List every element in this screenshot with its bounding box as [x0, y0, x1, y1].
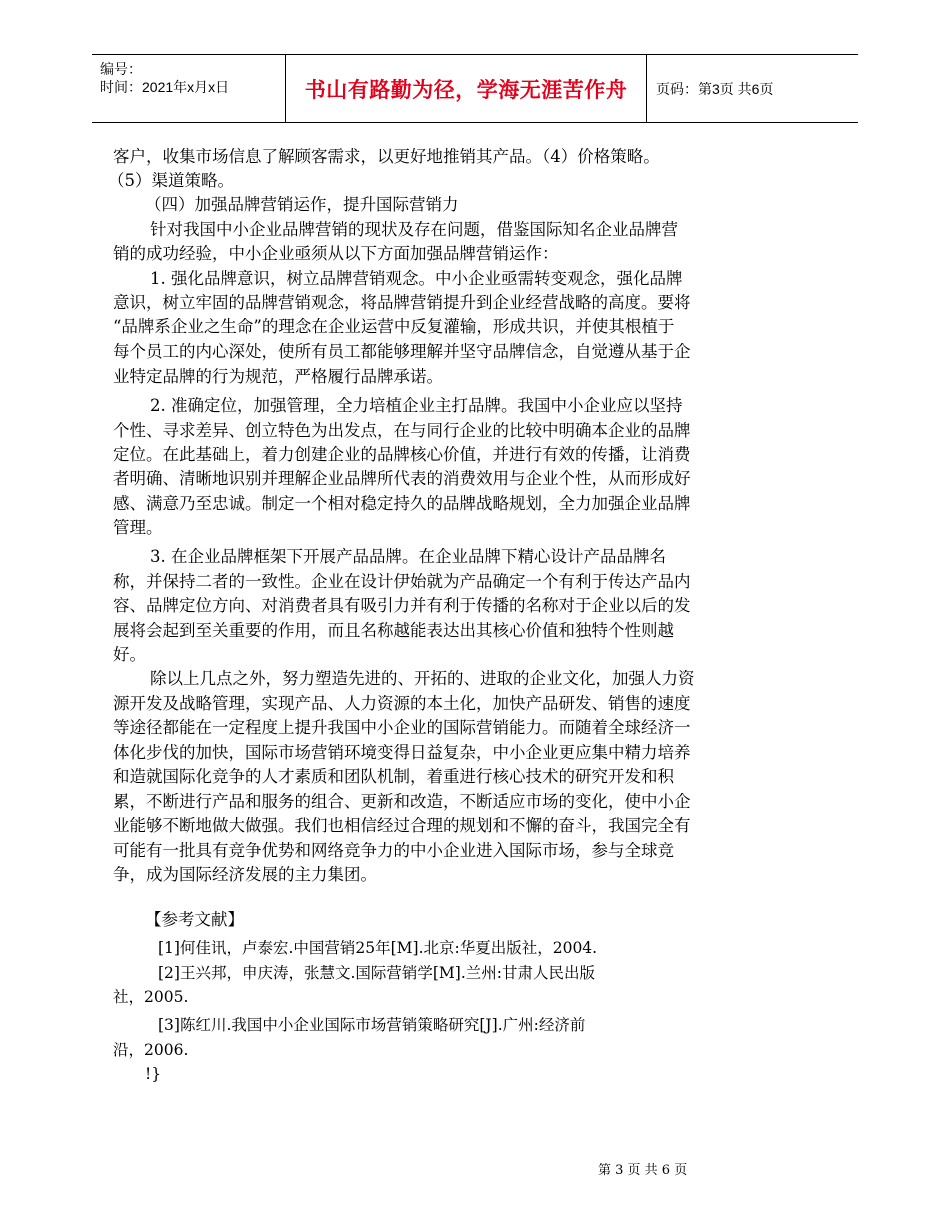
reference-item: [1]何佳讯，卢泰宏.中国营销25年[M].北京:华夏出版社，2004.	[158, 939, 598, 957]
references-heading: 【参考文献】	[145, 910, 244, 929]
body-line: 3. 在企业品牌框架下开展产品品牌。在企业品牌下精心设计产品品牌名	[150, 547, 666, 566]
body-line: 体化步伐的加快，国际市场营销环境变得日益复杂，中小企业更应集中精力培养	[113, 743, 691, 762]
page-info: 页码：第3页 共6页	[656, 80, 774, 97]
reference-item: 社，2005.	[113, 988, 189, 1006]
body-line: “品牌系企业之生命”的理念在企业运营中反复灌输，形成共识，并使其根植于	[113, 317, 675, 336]
body-line: 定位。在此基础上，着力创建企业的品牌核心价值，并进行有效的传播，让消费	[113, 445, 691, 464]
header-page-cell	[646, 55, 858, 122]
body-line: 个性、寻求差异、创立特色为出发点，在与同行企业的比较中明确本企业的品牌	[113, 421, 691, 440]
body-line: 称，并保持二者的一致性。企业在设计伊始就为产品确定一个有利于传达产品内	[113, 572, 691, 591]
body-line: 可能有一批具有竞争优势和网络竞争力的中小企业进入国际市场，参与全球竞	[113, 841, 674, 860]
body-line: 争，成为国际经济发展的主力集团。	[113, 865, 377, 884]
body-line: 展将会起到至关重要的作用，而且名称越能表达出其核心价值和独特个性则越	[113, 621, 674, 640]
body-line: 业特定品牌的行为规范，严格履行品牌承诺。	[113, 367, 443, 386]
body-line: 累，不断进行产品和服务的组合、更新和改造，不断适应市场的变化，使中小企	[113, 792, 691, 811]
reference-item: 沿，2006.	[113, 1041, 189, 1059]
reference-item: [2]王兴邦，申庆涛，张慧文.国际营销学[M].兰州:甘肃人民出版	[158, 964, 595, 982]
body-line: 销的成功经验，中小企业亟须从以下方面加强品牌营销运作：	[113, 244, 559, 263]
body-line: 管理。	[113, 518, 163, 537]
number-label: 编号：	[100, 61, 142, 77]
reference-item: [3]陈红川.我国中小企业国际市场营销策略研究[J].广州:经济前	[158, 1016, 586, 1034]
body-line: （5）渠道策略。	[108, 171, 234, 190]
body-line: 源开发及战略管理，实现产品、人力资源的本土化，加快产品研发、销售的速度	[113, 694, 691, 713]
page-header	[92, 54, 858, 123]
header-motto: 书山有路勤为径，学海无涯苦作舟	[304, 77, 628, 102]
page-footer: 第 3 页 共 6 页	[598, 1163, 688, 1178]
stray-text: !}	[145, 1065, 162, 1083]
header-motto-cell	[285, 55, 647, 122]
body-line: 等途径都能在一定程度上提升我国中小企业的国际营销能力。而随着全球经济一	[113, 718, 691, 737]
body-line: 者明确、清晰地识别并理解企业品牌所代表的消费效用与企业个性，从而形成好	[113, 469, 691, 488]
body-line: 客户，收集市场信息了解顾客需求，以更好地推销其产品。（4）价格策略。	[113, 147, 660, 166]
body-line: 每个员工的内心深处，使所有员工都能够理解并坚守品牌信念，自觉遵从基于企	[113, 342, 691, 361]
body-line: 1. 强化品牌意识，树立品牌营销观念。中小企业亟需转变观念，强化品牌	[150, 269, 683, 288]
body-line: 好。	[113, 645, 146, 664]
body-line: 针对我国中小企业品牌营销的现状及存在问题，借鉴国际知名企业品牌营	[150, 220, 678, 239]
body-line: 容、品牌定位方向、对消费者具有吸引力并有利于传播的名称对于企业以后的发	[113, 596, 691, 615]
body-line: 除以上几点之外，努力塑造先进的、开拓的、进取的企业文化，加强人力资	[150, 669, 695, 688]
body-line: 和造就国际化竞争的人才素质和团队机制，着重进行核心技术的研究开发和积	[113, 767, 674, 786]
time-label: 时间：2021年x月x日	[100, 79, 230, 95]
body-line: 意识，树立牢固的品牌营销观念，将品牌营销提升到企业经营战略的高度。要将	[113, 293, 691, 312]
body-line: 业能够不断地做大做强。我们也相信经过合理的规划和不懈的奋斗，我国完全有	[113, 816, 691, 835]
section-heading: （四）加强品牌营销运作，提升国际营销力	[145, 195, 459, 214]
body-line: 感、满意乃至忠诚。制定一个相对稳定持久的品牌战略规划，全力加强企业品牌	[113, 494, 691, 513]
header-meta	[92, 55, 284, 122]
body-line: 2. 准确定位，加强管理，全力培植企业主打品牌。我国中小企业应以坚持	[150, 396, 683, 415]
